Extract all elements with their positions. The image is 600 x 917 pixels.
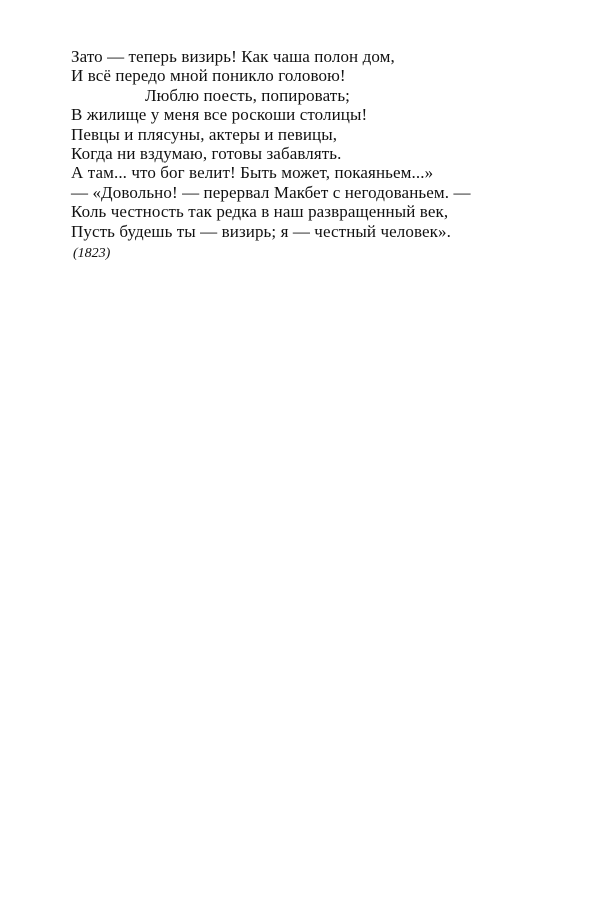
poem-line: Зато — теперь визирь! Как чаша полон дом, — [71, 47, 395, 66]
poem-line-indented: Люблю поесть, попировать; — [145, 85, 350, 105]
poem-text — [71, 47, 541, 241]
poem-line: В жилище у меня все роскоши столицы! — [71, 105, 368, 125]
poem-line: Когда ни вздумаю, готовы забавлять. — [71, 144, 342, 164]
poem-line: И всё передо мной поникло головою! — [71, 66, 346, 86]
poem-line: Пусть будешь ты — визирь; я — честный человек». — [71, 221, 451, 241]
poem-line: Певцы и плясуны, актеры и певицы, — [71, 124, 338, 144]
poem-date: (1823) — [73, 246, 111, 261]
poem-line: Коль честность так редка в наш развращенный век, — [71, 202, 449, 222]
poem-line: — «Довольно! — перервал Макбет с негодованьем. — — [71, 182, 471, 202]
poem-line: А там... что бог велит! Быть может, покаяньем...» — [71, 163, 434, 183]
